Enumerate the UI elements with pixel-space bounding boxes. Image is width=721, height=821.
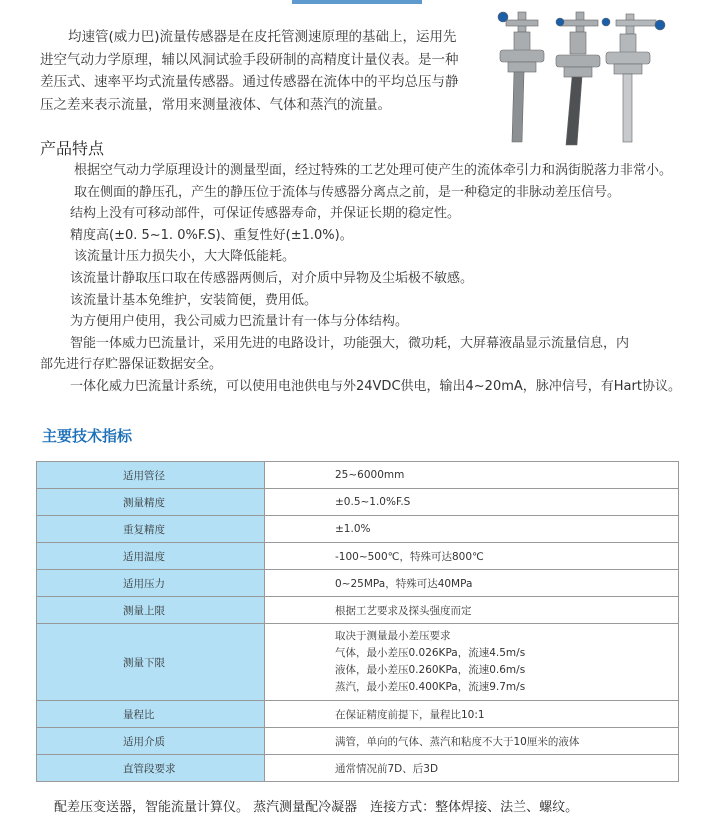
spec-value: ±1.0% (265, 516, 679, 543)
spec-label: 测量下限 (37, 624, 265, 701)
table-row (37, 728, 679, 755)
spec-label: 重复精度 (37, 516, 265, 543)
spec-label: 适用温度 (37, 543, 265, 570)
feature-item: 根据空气动力学原理设计的测量型面，经过特殊的工艺处理可使产生的流体牵引力和涡街脱落力非常小。 (74, 163, 673, 178)
spec-value: 在保证精度前提下，量程比10:1 (265, 701, 679, 728)
feature-item: 该流量计静取压口取在传感器两侧后，对介质中异物及尘垢极不敏感。 (70, 270, 474, 286)
feature-item: 该流量计压力损失小，大大降低能耗。 (74, 249, 296, 265)
product-photo (478, 0, 668, 150)
features-list (40, 160, 720, 398)
spec-line: 取决于测量最小差压要求 (335, 630, 451, 642)
table-row (37, 755, 679, 782)
spec-value: 根据工艺要求及探头强度而定 (265, 597, 679, 624)
sensor-1 (498, 12, 544, 142)
spec-value: 0~25MPa，特殊可达40MPa (265, 570, 679, 597)
table-row (37, 543, 679, 570)
spec-label: 适用介质 (37, 728, 265, 755)
spec-label: 适用压力 (37, 570, 265, 597)
feature-item: 精度高(±0. 5~1. 0%F.S)、重复性好(±1.0%)。 (70, 227, 353, 243)
feature-item: 一体化威力巴流量计系统，可以使用电池供电与外24VDC供电，输出4~20mA，脉冲信号，有Hart协议。 (70, 378, 681, 394)
sensor-3 (606, 14, 665, 142)
spec-value: -100~500℃，特殊可达800℃ (265, 543, 679, 570)
spec-line: 气体，最小差压0.026KPa，流速4.5m/s (335, 647, 526, 659)
spec-value (265, 624, 679, 701)
table-row (37, 462, 679, 489)
sensor-2 (556, 12, 610, 145)
spec-label: 量程比 (37, 701, 265, 728)
table-row (37, 489, 679, 516)
spec-value: 通常情况前7D、后3D (265, 755, 679, 782)
table-row (37, 597, 679, 624)
footer-note: 配差压变送器，智能流量计算仪。 蒸汽测量配冷凝器 连接方式：整体焊接、法兰、螺纹。 (54, 800, 579, 815)
table-row (37, 701, 679, 728)
table-row (37, 516, 679, 543)
table-row (37, 624, 679, 701)
spec-line: 蒸汽，最小差压0.400KPa，流速9.7m/s (335, 681, 526, 693)
specs-heading: 主要技术指标 (42, 427, 133, 445)
spec-label: 测量精度 (37, 489, 265, 516)
spec-value: 25~6000mm (265, 462, 679, 489)
feature-item: 智能一体威力巴流量计，采用先进的电路设计，功能强大，微功耗，大屏幕液晶显示流量信息，内 (70, 335, 630, 351)
spec-value: ±0.5~1.0%F.S (265, 489, 679, 516)
spec-label: 适用管径 (37, 462, 265, 489)
feature-item: 部先进行存贮器保证数据安全。 (40, 357, 223, 373)
feature-item: 该流量计基本免维护，安装简便，费用低。 (70, 292, 318, 308)
feature-item: 取在侧面的静压孔，产生的静压位于流体与传感器分离点之前，是一种稳定的非脉动差压信号。 (74, 184, 621, 200)
spec-label: 直管段要求 (37, 755, 265, 782)
intro-paragraph (40, 26, 470, 116)
features-heading: 产品特点 (40, 139, 105, 158)
spec-value: 满管，单向的气体、蒸汽和粘度不大于10厘米的液体 (265, 728, 679, 755)
intro-text: 均速管(威力巴)流量传感器是在皮托管测速原理的基础上，运用先进空气动力学原理，辅以风洞试验手段研制的高精度计量仪表。是一种差压式、速率平均式流量传感器。通过传感器在流体中的平均总压与静压之差来表示流量，常用来测量液体、气体和蒸汽的流量。 (40, 29, 459, 113)
title-fragment (292, 0, 422, 4)
spec-line: 液体，最小差压0.260KPa，流速0.6m/s (335, 664, 526, 676)
table-row (37, 570, 679, 597)
spec-label: 测量上限 (37, 597, 265, 624)
specs-table (36, 461, 679, 782)
feature-item: 为方便用户使用，我公司威力巴流量计有一体与分体结构。 (70, 314, 409, 330)
feature-item: 结构上没有可移动部件，可保证传感器寿命，并保证长期的稳定性。 (70, 206, 461, 222)
